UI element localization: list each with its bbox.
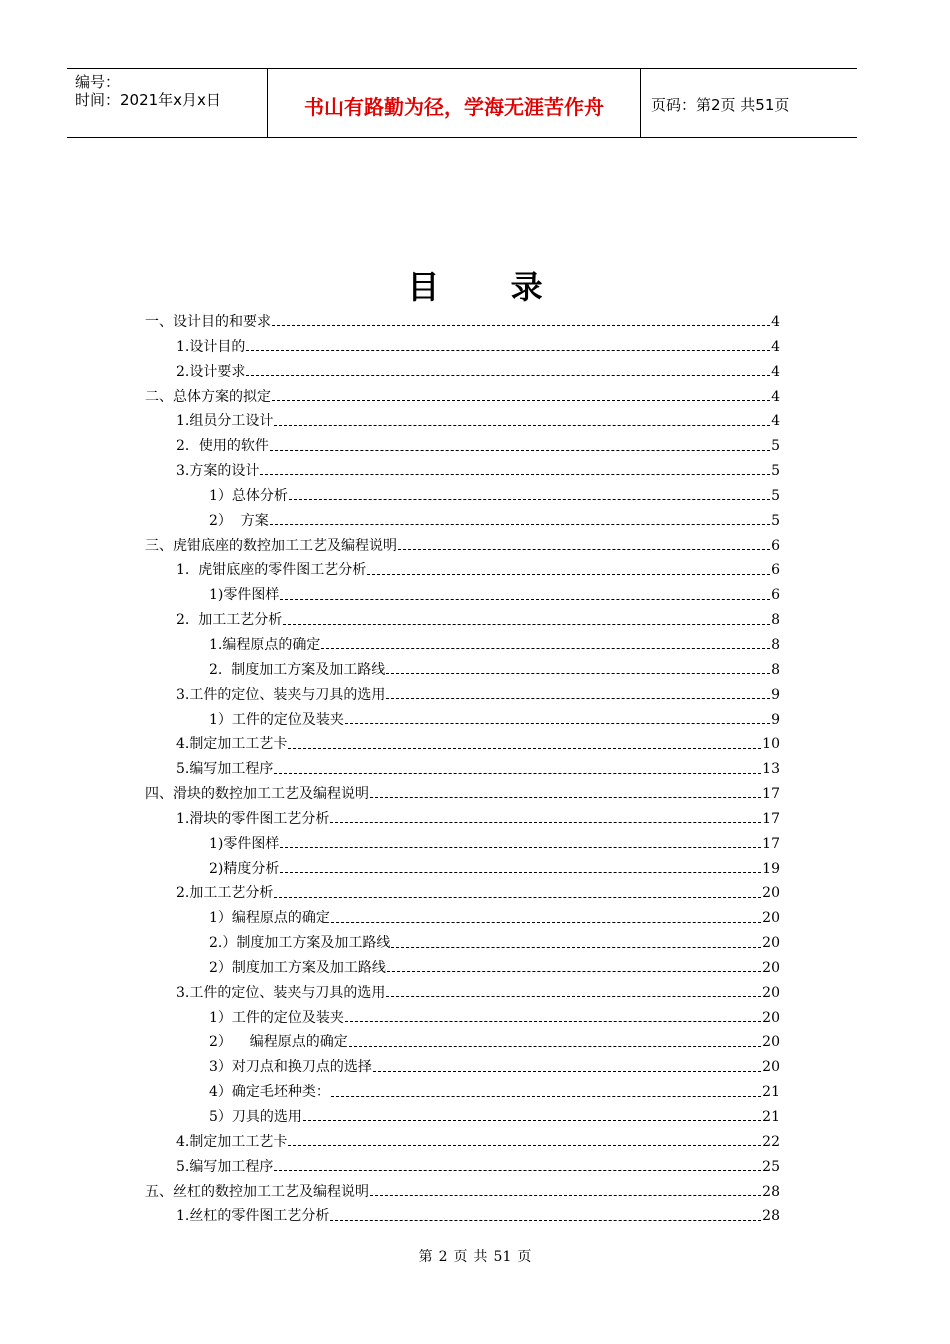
toc-title: 目 录 — [407, 268, 573, 306]
toc-entry[interactable] — [145, 931, 780, 956]
footer-page-number: 2 — [438, 1249, 448, 1265]
toc-entry-text: 4.制定加工工艺卡 — [176, 1133, 288, 1150]
toc-dot-leader — [288, 747, 761, 749]
toc-entry[interactable] — [145, 1030, 780, 1055]
toc-entry[interactable] — [145, 1055, 780, 1080]
toc-entry-text: 2．使用的软件 — [176, 438, 269, 455]
toc-entry-text: 1.组员分工设计 — [176, 413, 274, 430]
toc-entry[interactable] — [145, 658, 780, 683]
toc-entry-page: 20 — [762, 1034, 780, 1051]
toc-entry[interactable] — [145, 732, 780, 757]
toc-entry[interactable] — [145, 335, 780, 360]
toc-entry-page: 5 — [771, 438, 780, 455]
toc-entry-text: 2. 加工工艺分析 — [176, 612, 283, 629]
toc-dot-leader — [270, 523, 770, 525]
toc-dot-leader — [370, 796, 761, 798]
toc-entry-page: 4 — [771, 338, 780, 355]
toc-entry[interactable] — [145, 310, 780, 335]
toc-entry-text: 1）工件的定位及装夹 — [209, 711, 344, 728]
header-motto: 书山有路勤为径，学海无涯苦作舟 — [304, 95, 604, 119]
toc-entry[interactable] — [145, 906, 780, 931]
toc-entry[interactable] — [145, 360, 780, 385]
toc-dot-leader — [274, 424, 770, 426]
page-header — [67, 68, 857, 138]
table-of-contents — [145, 310, 780, 1229]
toc-entry[interactable] — [145, 1130, 780, 1155]
toc-entry-text: 1.编程原点的确定 — [209, 636, 321, 653]
toc-entry-page: 9 — [771, 711, 780, 728]
footer-ye-2: 页 — [517, 1249, 532, 1265]
toc-entry-page: 20 — [762, 1009, 780, 1026]
toc-entry[interactable] — [145, 608, 780, 633]
toc-entry-text: 四、滑块的数控加工工艺及编程说明 — [145, 786, 369, 803]
toc-entry[interactable] — [145, 1155, 780, 1180]
header-info-cell — [67, 69, 268, 137]
toc-entry[interactable] — [145, 459, 780, 484]
toc-entry-page: 25 — [762, 1158, 780, 1175]
toc-entry-page: 17 — [762, 810, 780, 827]
toc-entry-text: 1. 虎钳底座的零件图工艺分析 — [176, 562, 367, 579]
toc-entry-text: 2） 方案 — [209, 512, 269, 529]
toc-entry[interactable] — [145, 807, 780, 832]
toc-entry-text: 2.）制度加工方案及加工路线 — [209, 935, 391, 952]
toc-dot-leader — [398, 548, 770, 550]
toc-dot-leader — [274, 896, 761, 898]
toc-dot-leader — [289, 498, 770, 500]
toc-dot-leader — [331, 1095, 761, 1097]
toc-dot-leader — [387, 970, 761, 972]
toc-entry-text: 2. 制度加工方案及加工路线 — [209, 661, 386, 678]
toc-dot-leader — [246, 349, 770, 351]
toc-entry-page: 28 — [762, 1183, 780, 1200]
toc-entry-page: 8 — [771, 612, 780, 629]
toc-entry-page: 5 — [771, 487, 780, 504]
toc-entry-text: 3.工件的定位、装夹与刀具的选用 — [176, 686, 386, 703]
toc-entry[interactable] — [145, 1204, 780, 1229]
toc-entry[interactable] — [145, 1180, 780, 1205]
toc-entry-page: 6 — [771, 537, 780, 554]
toc-dot-leader — [391, 946, 761, 948]
toc-entry[interactable] — [145, 509, 780, 534]
toc-entry-page: 22 — [762, 1133, 780, 1150]
toc-dot-leader — [321, 647, 770, 649]
toc-entry[interactable] — [145, 708, 780, 733]
document-number-label: 编号： — [75, 73, 121, 91]
toc-entry[interactable] — [145, 956, 780, 981]
footer-gong: 共 — [473, 1249, 488, 1265]
toc-entry-page: 20 — [762, 910, 780, 927]
toc-entry-text: 五、丝杠的数控加工工艺及编程说明 — [145, 1183, 369, 1200]
toc-entry-page: 21 — [762, 1109, 780, 1125]
toc-entry-text: 3）对刀点和换刀点的选择 — [209, 1059, 372, 1076]
toc-dot-leader — [331, 921, 761, 923]
header-motto-cell — [268, 69, 641, 137]
toc-entry-page: 17 — [762, 835, 780, 852]
toc-entry[interactable] — [145, 782, 780, 807]
toc-entry-page: 17 — [762, 786, 780, 803]
toc-entry[interactable] — [145, 683, 780, 708]
footer-ye: 页 — [453, 1249, 468, 1265]
toc-dot-leader — [272, 324, 770, 326]
toc-entry-page: 4 — [771, 388, 780, 405]
toc-entry[interactable] — [145, 534, 780, 559]
toc-entry-page: 8 — [771, 636, 780, 653]
toc-dot-leader — [280, 598, 770, 600]
toc-entry[interactable] — [145, 857, 780, 882]
toc-entry-page: 5 — [771, 512, 780, 529]
header-page-code: 页码：第2页 共51页 — [651, 96, 790, 114]
toc-dot-leader — [274, 772, 761, 774]
toc-entry-page: 8 — [771, 661, 780, 678]
toc-dot-leader — [345, 722, 770, 724]
toc-entry-text: 1）工件的定位及装夹 — [209, 1009, 344, 1026]
header-page-cell — [641, 69, 857, 137]
toc-dot-leader — [330, 1219, 761, 1221]
toc-dot-leader — [272, 399, 770, 401]
toc-entry-text: 1)零件图样 — [209, 835, 280, 852]
toc-entry-page: 4 — [771, 413, 780, 430]
toc-entry-text: 1）编程原点的确定 — [209, 910, 330, 927]
toc-dot-leader — [345, 1020, 761, 1022]
toc-dot-leader — [274, 1169, 761, 1171]
toc-entry-page: 13 — [762, 761, 780, 778]
toc-entry-text: 4）确定毛坯种类： — [209, 1084, 330, 1101]
toc-entry-page: 19 — [762, 860, 780, 877]
toc-entry-page: 20 — [762, 1059, 780, 1076]
toc-entry[interactable] — [145, 385, 780, 410]
toc-dot-leader — [386, 697, 770, 699]
toc-entry[interactable] — [145, 757, 780, 782]
toc-entry-page: 28 — [762, 1208, 780, 1225]
toc-entry-page: 10 — [762, 736, 780, 753]
toc-dot-leader — [280, 871, 761, 873]
toc-entry-text: 1.设计目的 — [176, 338, 246, 355]
toc-entry[interactable] — [145, 558, 780, 583]
toc-dot-leader — [386, 672, 770, 674]
toc-entry-text: 5）刀具的选用 — [209, 1109, 302, 1125]
toc-entry[interactable] — [145, 981, 780, 1006]
toc-entry-page: 9 — [771, 686, 780, 703]
toc-entry-page: 6 — [771, 562, 780, 579]
toc-entry-text: 一、设计目的和要求 — [145, 314, 271, 330]
toc-dot-leader — [270, 449, 770, 451]
toc-dot-leader — [386, 995, 761, 997]
toc-entry[interactable] — [145, 832, 780, 857]
toc-entry-page: 20 — [762, 959, 780, 976]
toc-entry-text: 3.方案的设计 — [176, 463, 260, 480]
toc-entry-text: 三、虎钳底座的数控加工工艺及编程说明 — [145, 537, 397, 554]
footer-di: 第 — [418, 1249, 433, 1265]
document-time-label: 时间：2021年x月x日 — [75, 91, 221, 109]
toc-dot-leader — [260, 473, 770, 475]
toc-dot-leader — [280, 846, 761, 848]
toc-entry[interactable] — [145, 434, 780, 459]
toc-entry-page: 21 — [762, 1084, 780, 1101]
toc-dot-leader — [246, 374, 770, 376]
toc-entry-page: 6 — [771, 587, 780, 604]
toc-dot-leader — [283, 623, 770, 625]
toc-entry-page: 20 — [762, 935, 780, 952]
toc-entry-text: 4.制定加工工艺卡 — [176, 736, 288, 753]
toc-entry-text: 2）制度加工方案及加工路线 — [209, 959, 386, 976]
toc-entry[interactable] — [145, 1006, 780, 1031]
toc-entry-text: 1）总体分析 — [209, 487, 288, 504]
toc-entry-page: 20 — [762, 984, 780, 1001]
page-footer — [0, 1246, 950, 1266]
toc-dot-leader — [330, 821, 761, 823]
toc-entry-text: 2.设计要求 — [176, 363, 246, 380]
toc-entry[interactable] — [145, 1105, 780, 1130]
toc-entry[interactable] — [145, 633, 780, 658]
toc-dot-leader — [349, 1045, 761, 1047]
toc-entry-text: 5.编写加工程序 — [176, 761, 274, 778]
toc-entry-page: 4 — [771, 314, 780, 330]
toc-entry-text: 1.滑块的零件图工艺分析 — [176, 810, 330, 827]
toc-entry-page: 5 — [771, 463, 780, 480]
toc-entry[interactable] — [145, 484, 780, 509]
toc-dot-leader — [367, 573, 770, 575]
footer-total-pages: 51 — [493, 1249, 512, 1265]
toc-entry[interactable] — [145, 1080, 780, 1105]
toc-entry[interactable] — [145, 881, 780, 906]
toc-dot-leader — [373, 1070, 761, 1072]
toc-dot-leader — [370, 1194, 761, 1196]
toc-entry-text: 1)零件图样 — [209, 587, 280, 604]
toc-entry-text: 5.编写加工程序 — [176, 1158, 274, 1175]
toc-entry-text: 2)精度分析 — [209, 860, 280, 877]
toc-entry-text: 1.丝杠的零件图工艺分析 — [176, 1208, 330, 1225]
toc-entry-page: 20 — [762, 885, 780, 902]
toc-entry[interactable] — [145, 583, 780, 608]
toc-entry-text: 2） 编程原点的确定 — [209, 1034, 348, 1051]
toc-entry-page: 4 — [771, 363, 780, 380]
toc-entry-text: 3.工件的定位、装夹与刀具的选用 — [176, 984, 386, 1001]
toc-dot-leader — [303, 1119, 761, 1121]
toc-dot-leader — [288, 1144, 761, 1146]
toc-entry-text: 2.加工工艺分析 — [176, 885, 274, 902]
toc-entry[interactable] — [145, 409, 780, 434]
toc-entry-text: 二、总体方案的拟定 — [145, 388, 271, 405]
